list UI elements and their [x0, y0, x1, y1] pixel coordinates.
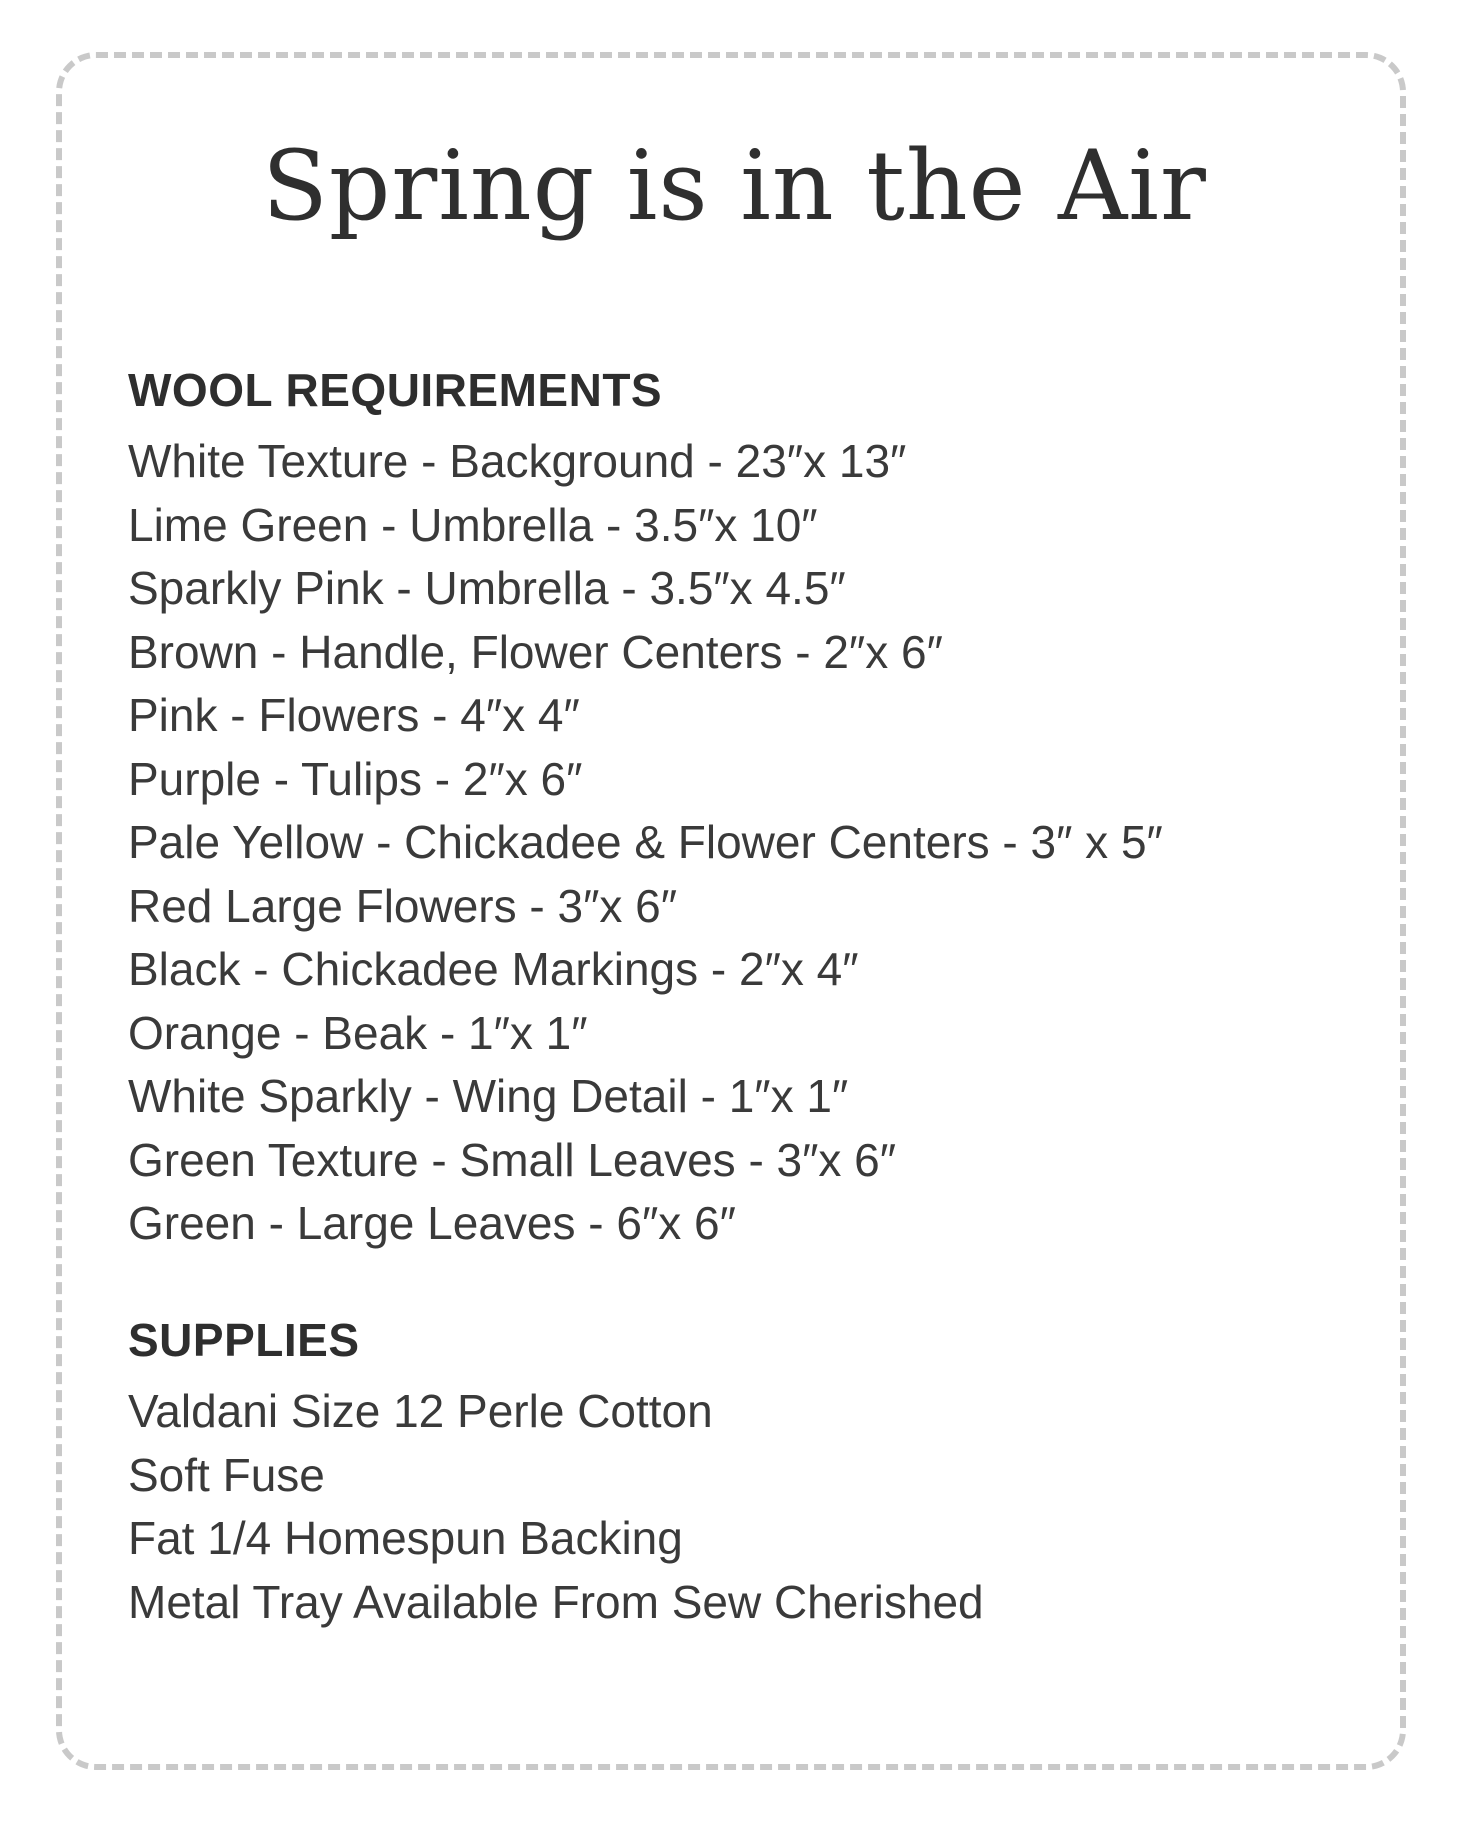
list-item: White Sparkly - Wing Detail - 1″x 1″ [128, 1070, 849, 1122]
supplies-heading: SUPPLIES [128, 1314, 360, 1366]
list-item: Valdani Size 12 Perle Cotton [128, 1385, 713, 1437]
list-item: Brown - Handle, Flower Centers - 2″x 6″ [128, 625, 943, 678]
list-item: Red Large Flowers - 3″x 6″ [128, 879, 678, 932]
list-item: Orange - Beak - 1″x 1″ [128, 1006, 588, 1059]
list-item: Black - Chickadee Markings - 2″x 4″ [128, 943, 859, 995]
list-item: Green Texture - Small Leaves - 3″x 6″ [128, 1133, 897, 1186]
wool-requirements-heading: WOOL REQUIREMENTS [128, 364, 663, 416]
list-item: Green - Large Leaves - 6″x 6″ [128, 1197, 736, 1249]
list-item: Pale Yellow - Chickadee & Flower Centers - 3″ x 5″ [128, 816, 1163, 868]
page-title: Spring is in the Air [262, 130, 1207, 242]
list-item: Sparkly Pink - Umbrella - 3.5″x 4.5″ [128, 562, 846, 614]
list-item: Purple - Tulips - 2″x 6″ [128, 752, 583, 805]
wool-requirements-section [128, 360, 1163, 1256]
list-item: Soft Fuse [128, 1448, 325, 1501]
list-item: Pink - Flowers - 4″x 4″ [128, 689, 580, 741]
supplies-list [128, 1380, 984, 1634]
list-item: Lime Green - Umbrella - 3.5″x 10″ [128, 498, 818, 551]
list-item: Fat 1/4 Homespun Backing [128, 1512, 683, 1564]
wool-requirements-list [128, 430, 1163, 1256]
list-item: White Texture - Background - 23″x 13″ [128, 435, 907, 487]
list-item: Metal Tray Available From Sew Cherished [128, 1575, 984, 1628]
supplies-section [128, 1310, 984, 1634]
